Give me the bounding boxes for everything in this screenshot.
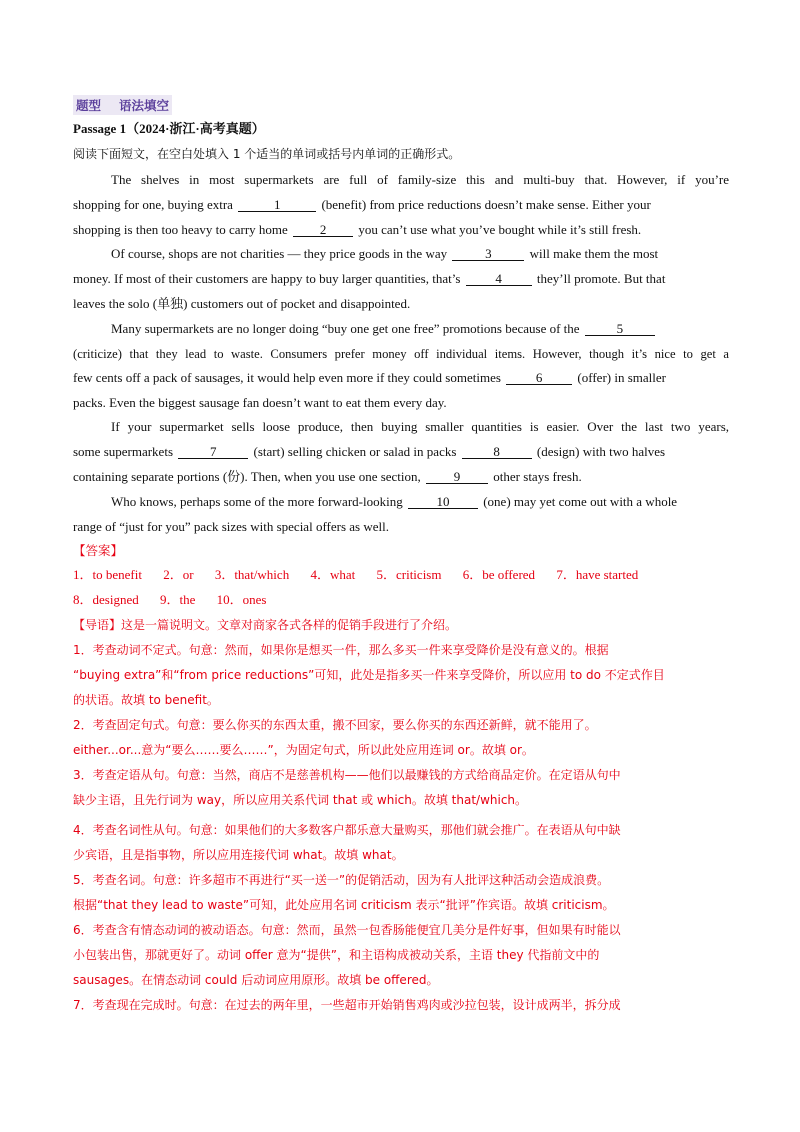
passage-p5-line2: range of “just for you” pack sizes with special offers as well.	[73, 519, 389, 534]
blank-8[interactable]: 8	[462, 445, 532, 459]
blank-2[interactable]: 2	[293, 223, 353, 237]
question-type-tag	[73, 95, 172, 115]
passage-p4-line3: containing separate portions (份). Then, when you use one section, 9 other stays fresh.	[73, 469, 582, 484]
passage-p2-line2: money. If most of their customers are happy to buy larger quantities, that’s 4 they’ll promote. But that	[73, 271, 666, 286]
passage-p3-line4: packs. Even the biggest sausage fan doesn’t want to eat them every day.	[73, 395, 447, 410]
explanation-1-line3: 的状语。故填 to benefit。	[73, 693, 219, 707]
blank-3[interactable]: 3	[452, 247, 524, 261]
tag-type: 题型	[76, 98, 102, 113]
explanation-3-line1: 3．考查定语从句。句意：当然，商店不是慈善机构——他们以最赚钱的方式给商品定价。在定语从句中	[73, 768, 621, 782]
explanation-3-line2: 缺少主语，且先行词为 way，所以应用关系代词 that 或 which。故填 that/which。	[73, 793, 528, 807]
answer-item: 9．the	[159, 592, 196, 607]
passage-p5-line1: Who knows, perhaps some of the more forward-looking 10 (one) may yet come out with a whole	[111, 494, 678, 509]
explanation-2-line2: either...or...意为“要么……要么……”，为固定句式，所以此处应用连词 or。故填 or。	[73, 743, 534, 757]
passage-p2-line1: Of course, shops are not charities — they price goods in the way 3 will make them the most	[111, 246, 659, 261]
tag-topic: 语法填空	[119, 98, 170, 113]
explanation-1-line1: 1．考查动词不定式。句意：然而，如果你是想买一件，那么多买一件来享受降价是没有意义的。根据	[73, 643, 609, 657]
explanation-intro: 【导语】这是一篇说明文。文章对商家各式各样的促销手段进行了介绍。	[73, 618, 458, 632]
answer-item: 1．to benefit	[73, 567, 142, 582]
explanation-4-line2: 少宾语，且是指事物，所以应用连接代词 what。故填 what。	[73, 848, 404, 862]
answer-item: 6．be offered	[462, 567, 536, 582]
answer-item: 2．or	[163, 567, 194, 582]
blank-1[interactable]: 1	[238, 198, 316, 212]
blank-5[interactable]: 5	[585, 322, 655, 336]
blank-4[interactable]: 4	[466, 272, 532, 286]
answers-row-1	[73, 567, 729, 583]
answers-label: 【答案】	[73, 543, 124, 558]
answer-item: 10．ones	[216, 592, 267, 607]
answer-item: 5．criticism	[376, 567, 442, 582]
blank-7[interactable]: 7	[178, 445, 248, 459]
passage-p3-line2: (criticize) that they lead to waste. Consumers prefer money off individual items. However, though it’s nice to get a	[73, 347, 729, 361]
explanation-4-line1: 4．考查名词性从句。句意：如果他们的大多数客户都乐意大量购买，那他们就会推广。在表语从句中缺	[73, 823, 621, 837]
explanation-2-line1: 2．考查固定句式。句意：要么你买的东西太重，搬不回家，要么你买的东西还新鲜，就不能用了。	[73, 718, 597, 732]
passage-p4-line1: If your supermarket sells loose produce, then buying smaller quantities is easier. Over the last two years,	[111, 419, 729, 434]
passage-title: Passage 1（2024·浙江·高考真题）	[73, 121, 265, 136]
passage-p3-line3: few cents off a pack of sausages, it would help even more if they could sometimes 6 (offer) in smaller	[73, 370, 666, 385]
passage-p2-line3: leaves the solo (单独) customers out of pocket and disappointed.	[73, 296, 411, 311]
passage-p1-line3: shopping is then too heavy to carry home 2 you can’t use what you’ve bought while it’s still fresh.	[73, 222, 642, 237]
passage-p1-line2: shopping for one, buying extra 1 (benefit) from price reductions doesn’t make sense. Either your	[73, 197, 651, 212]
explanation-5-line1: 5．考查名词。句意：许多超市不再进行“买一送一”的促销活动，因为有人批评这种活动会造成浪费。	[73, 873, 610, 887]
passage-p1-line1: The shelves in most supermarkets are full of family-size this and multi-buy that. However, if you’re	[111, 172, 729, 187]
explanation-6-line1: 6．考查含有情态动词的被动语态。句意：然而，虽然一包香肠能便宜几美分是件好事，但如果有时能以	[73, 923, 621, 937]
answer-item: 3．that/which	[214, 567, 290, 582]
answer-item: 7．have started	[556, 567, 639, 582]
instruction: 阅读下面短文，在空白处填入 1 个适当的单词或括号内单词的正确形式。	[73, 147, 461, 161]
passage-p4-line2: some supermarkets 7 (start) selling chicken or salad in packs 8 (design) with two halves	[73, 444, 666, 459]
explanation-1-line2: “buying extra”和“from price reductions”可知，此处是指多买一件来享受降价，所以应用 to do 不定式作目	[73, 668, 665, 682]
blank-9[interactable]: 9	[426, 470, 488, 484]
explanation-7-line1: 7．考查现在完成时。句意：在过去的两年里，一些超市开始销售鸡肉或沙拉包装，设计成两半，拆分成	[73, 998, 621, 1012]
blank-10[interactable]: 10	[408, 495, 478, 509]
explanation-5-line2: 根据“that they lead to waste”可知，此处应用名词 criticism 表示“批评”作宾语。故填 criticism。	[73, 898, 615, 912]
explanation-6-line3: sausages。在情态动词 could 后动词应用原形。故填 be offered。	[73, 973, 439, 987]
blank-6[interactable]: 6	[506, 371, 572, 385]
answer-item: 4．what	[310, 567, 356, 582]
passage-p3-line1: Many supermarkets are no longer doing “buy one get one free” promotions because of the 5	[111, 321, 729, 337]
answers-row-2	[73, 592, 729, 608]
answer-item: 8．designed	[73, 592, 139, 607]
explanation-6-line2: 小包装出售，那就更好了。动词 offer 意为“提供”，和主语构成被动关系，主语 they 代指前文中的	[73, 948, 600, 962]
